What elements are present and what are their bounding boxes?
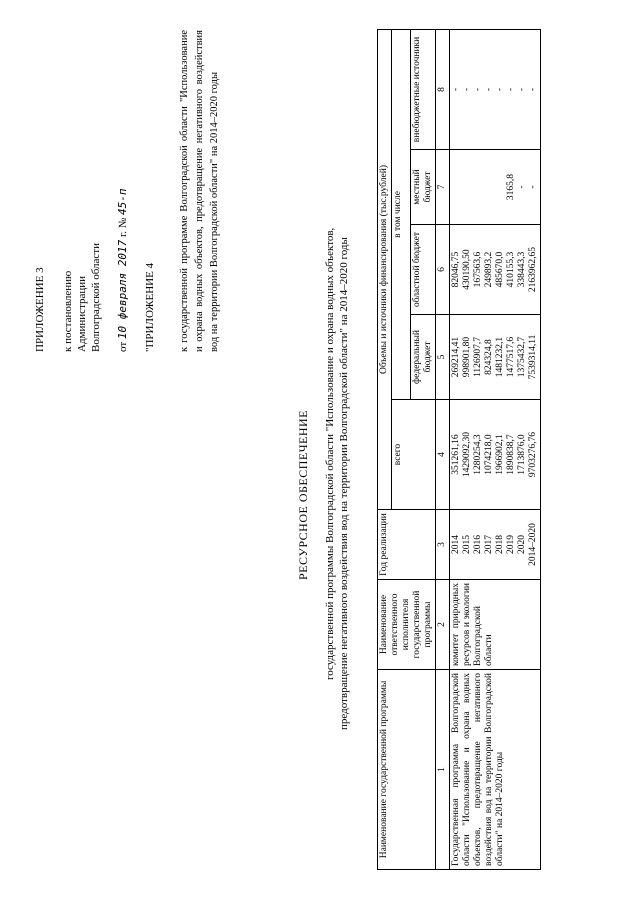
appendix-4-label: "ПРИЛОЖЕНИЕ 4 — [144, 262, 156, 352]
extrabudget-values-cell: - - - - - - - - — [450, 29, 541, 149]
col-header-program: Наименование государственной программы — [378, 670, 436, 870]
col-number-3: 3 — [436, 510, 450, 580]
rotated-document — [25, 20, 625, 880]
col-header-including: в том числе — [392, 29, 411, 399]
col-number-4: 4 — [436, 400, 450, 510]
document-subtitle-line1: государственной программы Волгоградской области "Использование и охрана водных объектов, — [324, 227, 336, 680]
col-header-extrabudget: внебюджетные источники — [411, 29, 436, 149]
local-values-cell: 3165,8 - - — [450, 150, 541, 225]
col-number-8: 8 — [436, 29, 450, 149]
col-header-local: местный бюджет — [411, 150, 436, 225]
col-number-2: 2 — [436, 580, 450, 670]
document-subtitle-line2: предотвращение негативного воздействия вод на территории Волгоградской области" на 2014–2020 годы — [338, 237, 350, 730]
to-resolution-label: к постановлению — [62, 270, 74, 352]
federal-values-cell: 269214,41 998901,80 1126907,7 824324,8 1481232,1 1477517,6 1375432,7 7539314,11 — [450, 315, 541, 400]
col-number-1: 1 — [436, 670, 450, 870]
executor-cell: комитет природных ресурсов и экологии Волгоградской области — [450, 580, 541, 670]
col-number-6: 6 — [436, 225, 450, 315]
years-cell: 2014 2015 2016 2017 2018 2019 2020 2014–2020 — [450, 510, 541, 580]
col-header-total: всего — [392, 400, 436, 510]
col-number-5: 5 — [436, 315, 450, 400]
col-header-executor: Наименование ответственного исполнителя государственной программы — [378, 580, 436, 670]
document-title: РЕСУРСНОЕ ОБЕСПЕЧЕНИЕ — [296, 409, 310, 580]
col-header-regional: областной бюджет — [411, 225, 436, 315]
regional-values-cell: 82046,75 430190,50 167563,6 249893,2 485670,0 410155,3 338443,3 2163962,65 — [450, 225, 541, 315]
appendix-3-label: ПРИЛОЖЕНИЕ 3 — [34, 267, 46, 352]
col-header-year: Год реализации — [378, 510, 436, 580]
col-header-federal: федеральный бюджет — [411, 315, 436, 400]
region-label: Волгоградской области — [90, 243, 102, 352]
program-name-cell: Государственная программа Волгоградской области "Использование и охрана водных объектов, предотвращение негативного воздействия вод на территории Волгоградской области" на 2014–2020 годы — [450, 670, 541, 870]
col-number-7: 7 — [436, 150, 450, 225]
resolution-date: от 10 февраля 2017 г. № 45-п — [116, 188, 129, 352]
resource-table — [377, 29, 541, 870]
total-values-cell: 351261,16 1429092,30 1280254,3 1074218,0 1966902,1 1890838,7 1713876,0 9703276,76 — [450, 400, 541, 510]
administration-label: Администрации — [76, 275, 88, 352]
program-reference: к государственной программе Волгоградской области "Использование и охрана водных объектов, предотвращение негативного воздействия вод на территории Волгоградской области" на 2014–2020 годы — [179, 30, 220, 352]
col-header-volumes: Объемы и источники финансирования (тыс.рублей) — [378, 29, 392, 509]
